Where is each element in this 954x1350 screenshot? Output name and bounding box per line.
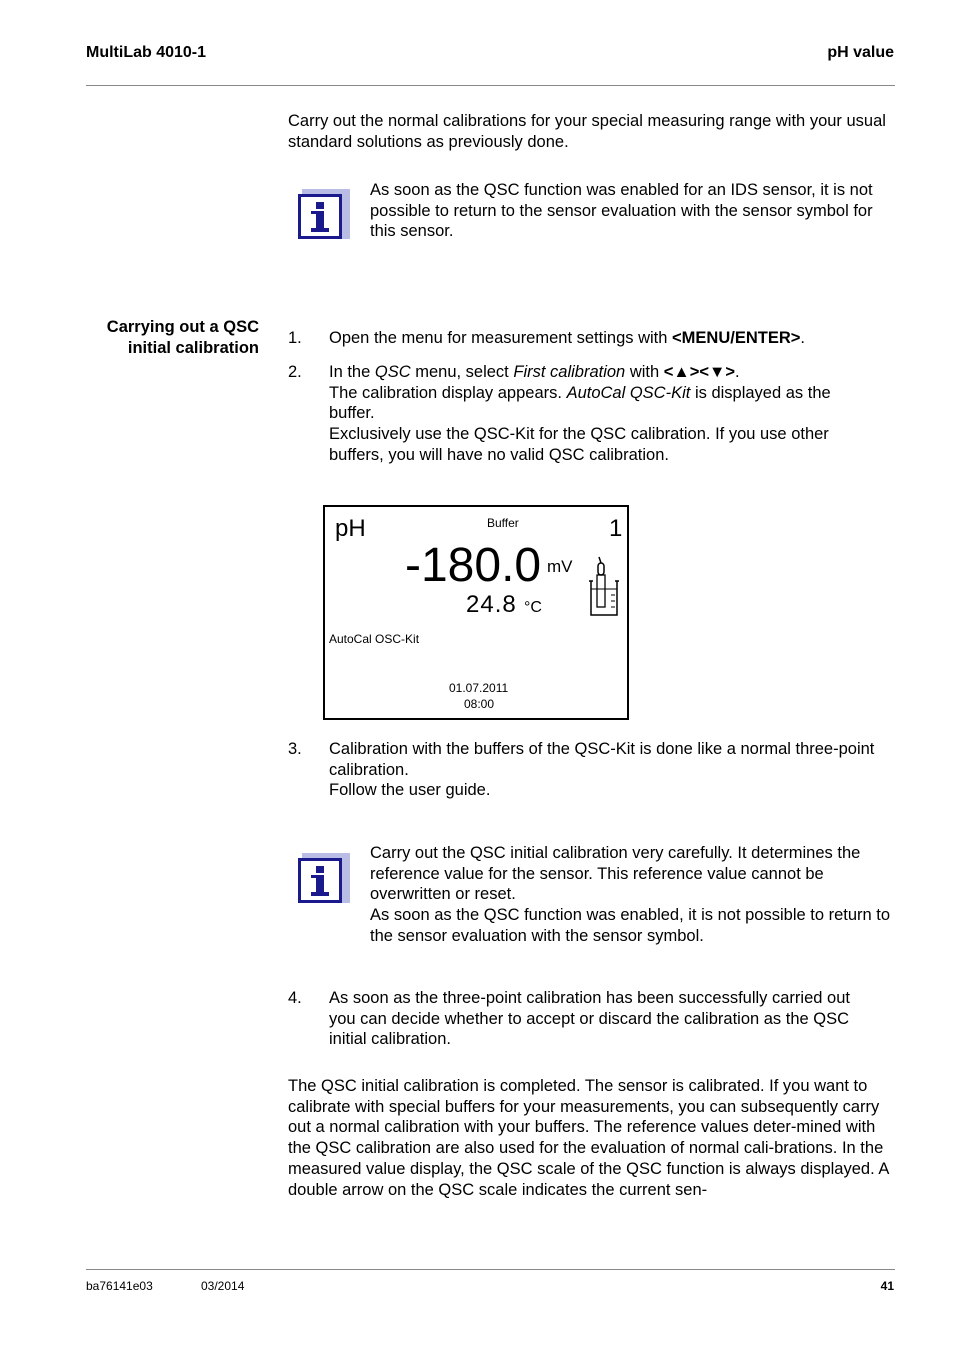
step-1-text: Open the menu for measurement settings with <MENU/ENTER>. <box>329 329 805 347</box>
header-rule <box>86 85 895 86</box>
display-date: 01.07.2011 <box>449 681 509 695</box>
step-3-text: Calibration with the buffers of the QSC-Kit is done like a normal three-point calibration. Follow the user guide. <box>329 740 875 800</box>
display-buffer-label: Buffer <box>487 516 519 530</box>
footer-date: 03/2014 <box>201 1279 245 1293</box>
info-icon <box>298 189 350 245</box>
note-qsc-ids: As soon as the QSC function was enabled for an IDS sensor, it is not possible to return to the sensor evaluation with the sensor symbol for this sensor. <box>370 181 873 241</box>
display-temp-unit: °C <box>524 599 542 616</box>
menu-enter-key: <MENU/ENTER> <box>672 329 801 347</box>
section-heading-line1: Carrying out a QSC <box>106 318 259 336</box>
footer-rule <box>86 1269 895 1270</box>
display-value: -180.0 <box>405 539 542 592</box>
header-section: pH value <box>827 44 894 61</box>
intro-paragraph: Carry out the normal calibrations for your special measuring range with your usual standard solutions as previously done. <box>288 112 886 151</box>
arrow-keys: <▲><▼> <box>663 363 735 381</box>
page-number: 41 <box>880 1279 894 1293</box>
step-2-number: 2. <box>288 363 302 381</box>
calibration-display <box>323 505 629 720</box>
header-title: MultiLab 4010-1 <box>86 44 207 61</box>
info-icon <box>298 853 350 909</box>
closing-paragraph: The QSC initial calibration is completed. The sensor is calibrated. If you want to calibrate with special buffers for your measurements, you can subsequently carry out a normal calibration with your buffers. The reference values deter-mined with the QSC calibration are also used for the evaluation of normal cali-brations. In the measured value display, the QSC scale of the QSC function is always displayed. A double arrow on the QSC scale indicates the current sen- <box>288 1077 889 1199</box>
display-mode: pH <box>335 515 366 542</box>
display-temperature: 24.8 <box>466 591 517 618</box>
display-value-unit: mV <box>547 557 573 576</box>
step-4-number: 4. <box>288 989 302 1007</box>
section-heading <box>86 317 259 359</box>
step-1-number: 1. <box>288 329 302 347</box>
step-4-text: As soon as the three-point calibration has been successfully carried out you can decide whether to accept or discard the calibration as the QSC initial calibration. <box>329 989 850 1049</box>
step-2-text: In the QSC menu, select First calibration with <▲><▼>. The calibration display appears. AutoCal QSC-Kit is displayed as the buffer. Exclusively use the QSC-Kit for the QSC calibration. If you use other buffers, you will have no valid QSC calibration. <box>329 363 831 464</box>
step-3-number: 3. <box>288 740 302 758</box>
section-heading-line2: initial calibration <box>127 339 259 357</box>
note-qsc-careful: Carry out the QSC initial calibration very carefully. It determines the reference value for the sensor. This reference value cannot be overwritten or reset. As soon as the QSC function was enabled, it is not possible to return to the sensor evaluation with the sensor symbol. <box>370 844 891 945</box>
display-buffer-name: AutoCal OSC-Kit <box>329 632 420 646</box>
electrode-beaker-icon <box>589 555 621 619</box>
footer-doc-id: ba76141e03 <box>86 1279 153 1293</box>
display-buffer-number: 1 <box>609 515 623 542</box>
display-time: 08:00 <box>464 697 495 711</box>
